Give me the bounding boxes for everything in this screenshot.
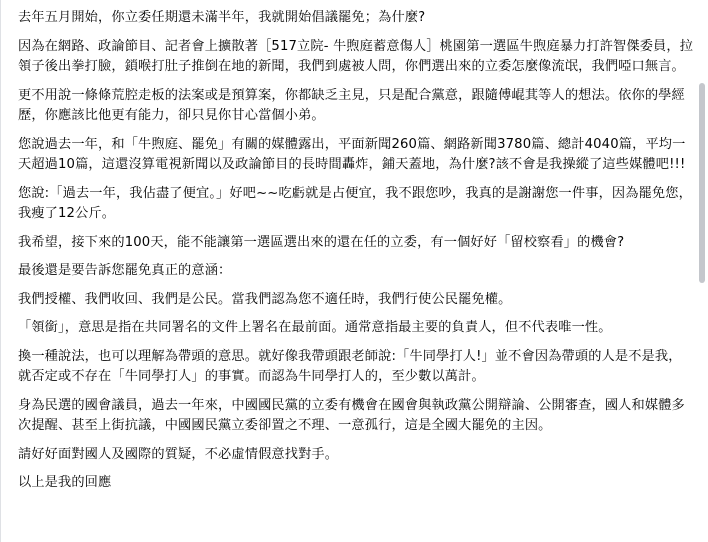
post-paragraph: 以上是我的回應 (18, 475, 112, 490)
scrollbar-track[interactable] (696, 0, 708, 542)
post-paragraph: 我們授權、我們收回、我們是公民。當我們認為您不適任時，我們行使公民罷免權。 (18, 291, 512, 307)
scrollbar-thumb[interactable] (699, 83, 705, 283)
post-paragraph: 請好好面對國人及國際的質疑，不必虛情假意找對手。 (18, 446, 339, 462)
post-paragraph: 換一種說法，也可以理解為帶頭的意思。就好像我帶頭跟老師說:「牛同學打人!」並不會因為帶頭的人是不是我，就否定或不存在「牛同學打人」的事實。而認為牛同學打人的，至少數以萬計。 (18, 348, 682, 384)
post-paragraph: 身為民選的國會議員，過去一年來，中國國民黨的立委有機會在國會與執政黨公開辯論、公開審查，國人和媒體多次提醒、甚至上街抗議，中國國民黨立委卻置之不理、一意孤行，這是全國大罷免的主因。 (18, 397, 685, 433)
post-paragraph: 因為在網路、政論節目、記者會上擴散著［517立院- 牛煦庭蓄意傷人］桃園第一選區牛煦庭暴力打許智傑委員，拉領子後出拳打臉，鎖喉打肚子推倒在地的新聞，我們到處被人問，你們選出來的立委怎麼像流氓，我們啞口無言。 (18, 38, 694, 74)
post-paragraph: 我希望，接下來的100天，能不能讓第一選區選出來的還在任的立委，有一個好好「留校察看」的機會? (18, 234, 625, 250)
post-paragraph: 您說過去一年，和「牛煦庭、罷免」有關的媒體露出，平面新聞260篇、網路新聞3780篇、總計4040篇，平均一天超過10篇，這還沒算電視新聞以及政論節目的長時間轟炸，鋪天蓋地，為什麼?該不會是我操縱了這些媒體吧!!! (18, 136, 686, 172)
post-paragraph: 「領銜」，意思是指在共同署名的文件上署名在最前面。通常意指最主要的負責人，但不代表唯一性。 (18, 320, 612, 335)
post-paragraph: 最後還是要告訴您罷免真正的意涵： (18, 263, 232, 278)
post-body (18, 8, 694, 494)
post-paragraph: 更不用說一條條荒腔走板的法案或是預算案，你都缺乏主見，只是配合黨意，跟隨傅崐萁等人的想法。依你的學經歷，你應該比他更有能力，卻只見你甘心當個小弟。 (18, 87, 685, 123)
post-paragraph: 去年五月開始，你立委任期還未滿半年，我就開始倡議罷免；為什麼? (18, 10, 426, 25)
post-paragraph: 您說:「過去一年，我佔盡了便宜。」好吧~~吃虧就是占便宜，我不跟您吵，我真的是謝謝您一件事，因為罷免您，我瘦了12公斤。 (18, 185, 692, 221)
